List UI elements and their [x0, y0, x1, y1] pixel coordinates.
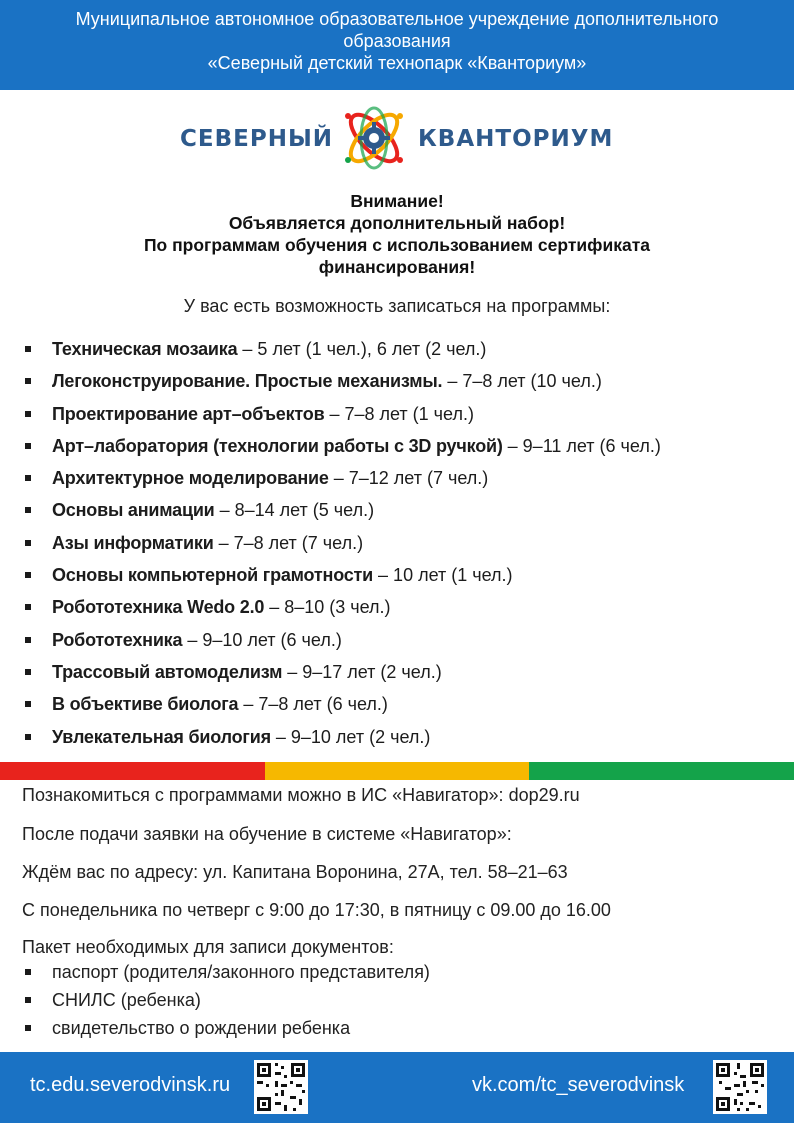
kvantorium-logo — [180, 102, 620, 174]
footer-banner — [0, 1052, 794, 1123]
list-item — [22, 498, 782, 530]
notice-enrollment: Объявляется дополнительный набор! — [228, 213, 566, 233]
bullet-icon — [25, 637, 31, 643]
program-name: Азы информатики — [52, 532, 214, 553]
website-qr-code[interactable] — [254, 1060, 308, 1114]
program-name: Архитектурное моделирование — [52, 468, 329, 489]
divider-green — [529, 762, 794, 780]
program-name: Основы компьютерной грамотности — [52, 565, 374, 586]
program-name: Робототехника Wedo 2.0 — [52, 597, 265, 618]
program-name: Арт–лаборатория (технологии работы с 3D ручкой) — [52, 435, 503, 456]
programs-list — [22, 337, 782, 757]
bullet-icon — [25, 1025, 31, 1031]
program-details: – 7–8 лет (10 чел.) — [442, 371, 602, 392]
program-details: – 7–8 лет (6 чел.) — [238, 694, 388, 715]
bullet-icon — [25, 507, 31, 513]
program-name: Проектирование арт–объектов — [52, 403, 325, 424]
program-name: Техническая мозаика — [52, 339, 238, 359]
program-details: – 8–14 лет (5 чел.) — [214, 500, 375, 521]
document-name: паспорт (родителя/законного представителя) — [52, 962, 430, 982]
notice-programs: По программам обучения с использованием сертификата — [143, 235, 651, 255]
program-details: – 7–8 лет (1 чел.) — [324, 403, 474, 424]
notice-block — [60, 190, 734, 278]
program-name: В объективе биолога — [52, 694, 239, 715]
list-item — [22, 563, 782, 595]
documents-list — [22, 960, 430, 1044]
docs-title: Пакет необходимых для записи документов: — [22, 937, 394, 957]
notice-funding: финансирования! — [318, 257, 476, 277]
bullet-icon — [25, 604, 31, 610]
list-item — [22, 531, 782, 563]
logo-word-right: КВАНТОРИУМ — [418, 126, 614, 152]
list-item — [22, 725, 782, 757]
list-item — [22, 628, 782, 660]
list-item — [22, 434, 782, 466]
program-name: Трассовый автомоделизм — [52, 661, 283, 682]
list-item — [22, 466, 782, 498]
vk-qr-code[interactable] — [713, 1060, 767, 1114]
bullet-icon — [25, 540, 31, 546]
logo-word-left: СЕВЕРНЫЙ — [180, 126, 334, 152]
program-details: – 10 лет (1 чел.) — [373, 565, 513, 586]
notice-attention: Внимание! — [350, 191, 444, 211]
list-item — [22, 960, 430, 988]
list-item — [22, 660, 782, 692]
bullet-icon — [25, 572, 31, 578]
program-details: – 5 лет (1 чел.), 6 лет (2 чел.) — [237, 339, 487, 359]
list-item — [22, 692, 782, 724]
list-item — [22, 337, 782, 369]
bullet-icon — [25, 475, 31, 481]
program-details: – 8–10 (3 чел.) — [264, 597, 391, 618]
document-name: свидетельство о рождении ребенка — [52, 1018, 351, 1038]
header-banner — [0, 0, 794, 90]
program-name: Увлекательная биология — [52, 726, 271, 747]
org-name-line2: образования — [343, 31, 451, 51]
bullet-icon — [25, 997, 31, 1003]
document-name: СНИЛС (ребенка) — [52, 990, 201, 1010]
list-item — [22, 402, 782, 434]
website-link[interactable]: tc.edu.severodvinsk.ru — [30, 1074, 231, 1096]
org-name-line1: Муниципальное автономное образовательное учреждение дополнительного — [75, 9, 719, 29]
qr-code-icon — [713, 1060, 767, 1114]
qr-code-icon — [254, 1060, 308, 1114]
bullet-icon — [25, 701, 31, 707]
address-info: Ждём вас по адресу: ул. Капитана Воронина, 27А, тел. 58–21–63 — [22, 862, 568, 882]
program-details: – 9–10 лет (6 чел.) — [182, 629, 342, 650]
programs-intro: У вас есть возможность записаться на программы: — [183, 296, 611, 316]
list-item — [22, 1016, 430, 1044]
list-item — [22, 988, 430, 1016]
list-item — [22, 369, 782, 401]
list-item — [22, 595, 782, 627]
bullet-icon — [25, 411, 31, 417]
bullet-icon — [25, 378, 31, 384]
bullet-icon — [25, 443, 31, 449]
vk-link[interactable]: vk.com/tc_severodvinsk — [472, 1074, 685, 1096]
navigator-info: Познакомиться с программами можно в ИС «Навигатор»: dop29.ru — [22, 785, 580, 805]
program-name: Основы анимации — [52, 500, 215, 521]
program-name: Робототехника — [52, 629, 183, 650]
divider-yellow — [265, 762, 530, 780]
program-name: Легоконструирование. Простые механизмы. — [52, 371, 443, 392]
org-name-line3: «Северный детский технопарк «Кванториум» — [207, 53, 587, 73]
program-details: – 9–10 лет (2 чел.) — [270, 726, 431, 747]
program-details: – 9–17 лет (2 чел.) — [282, 661, 442, 682]
bullet-icon — [25, 969, 31, 975]
bullet-icon — [25, 669, 31, 675]
program-details: – 7–12 лет (7 чел.) — [328, 468, 489, 489]
bullet-icon — [25, 346, 31, 352]
kvantorium-emblem-icon — [338, 102, 410, 174]
bullet-icon — [25, 734, 31, 740]
tricolor-divider — [0, 762, 794, 780]
program-details: – 7–8 лет (7 чел.) — [213, 532, 364, 553]
hours-info: С понедельника по четверг с 9:00 до 17:30, в пятницу с 09.00 до 16.00 — [22, 900, 611, 920]
after-apply-info: После подачи заявки на обучение в системе «Навигатор»: — [22, 824, 512, 844]
divider-red — [0, 762, 265, 780]
program-details: – 9–11 лет (6 чел.) — [502, 435, 661, 456]
